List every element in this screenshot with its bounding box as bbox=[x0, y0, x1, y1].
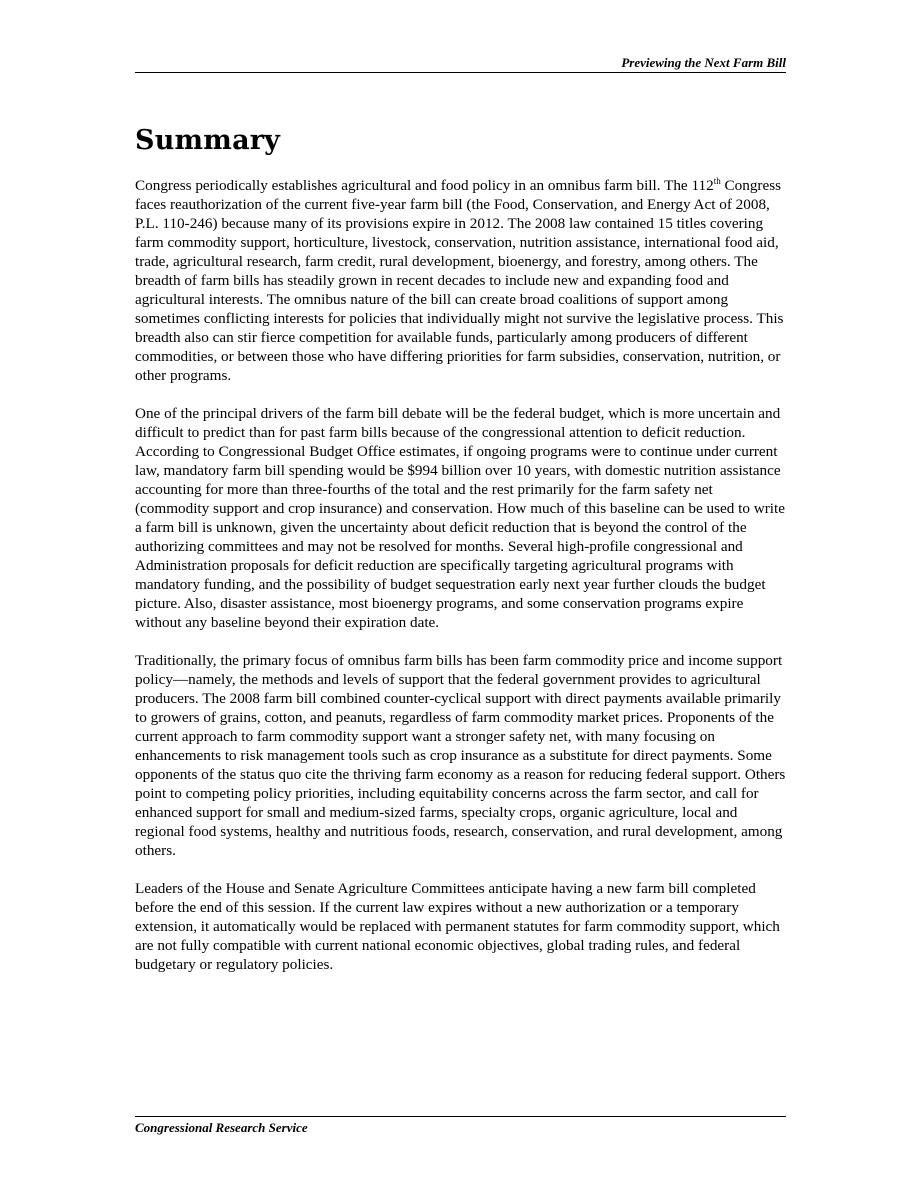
paragraph-1 bbox=[135, 176, 787, 385]
footer-publisher: Congressional Research Service bbox=[135, 1120, 308, 1135]
paragraph-4: Leaders of the House and Senate Agriculture Committees anticipate having a new farm bill completed before the end of this session. If the current law expires without a new authorization or a temporary extension, it automatically would be replaced with permanent statutes for farm commodity support, which are not fully compatible with current national economic objectives, global trading rules, and federal budgetary or regulatory policies. bbox=[135, 880, 780, 973]
paragraph-2: One of the principal drivers of the farm bill debate will be the federal budget, which is more uncertain and difficult to predict than for past farm bills because of the congressional attention to deficit reduction. According to Congressional Budget Office estimates, if ongoing programs were to continue under current law, mandatory farm bill spending would be $994 billion over 10 years, with domestic nutrition assistance accounting for more than three-fourths of the total and the rest primarily for the farm safety net (commodity support and crop insurance) and conservation. How much of this baseline can be used to write a farm bill is unknown, given the uncertainty about deficit reduction that is beyond the control of the authorizing committees and may not be resolved for months. Several high-profile congressional and Administration proposals for deficit reduction are specifically targeting agricultural programs with mandatory funding, and the possibility of budget sequestration early next year further clouds the budget picture. Also, disaster assistance, most bioenergy programs, and some conservation programs expire without any baseline beyond their expiration date. bbox=[135, 405, 785, 631]
ordinal-suffix: th bbox=[713, 176, 721, 186]
header-divider bbox=[135, 72, 786, 73]
paragraph-3: Traditionally, the primary focus of omnibus farm bills has been farm commodity price and income support policy—namely, the methods and levels of support that the federal government provides to agricultural producers. The 2008 farm bill combined counter-cyclical support with direct payments available primarily to growers of grains, cotton, and peanuts, regardless of farm commodity market prices. Proponents of the current approach to farm commodity support want a stronger safety net, with many focusing on enhancements to risk management tools such as crop insurance as a substitute for direct payments. Some opponents of the status quo cite the thriving farm economy as a reason for reducing federal support. Others point to competing policy priorities, including equitability concerns across the farm sector, and call for enhanced support for small and medium-sized farms, specialty crops, organic agriculture, local and regional food systems, healthy and nutritious foods, research, conservation, and rural development, among others. bbox=[135, 652, 786, 859]
running-header: Previewing the Next Farm Bill bbox=[621, 55, 786, 70]
footer-divider bbox=[135, 1116, 786, 1117]
summary-body bbox=[135, 176, 787, 993]
page-title: Summary bbox=[135, 125, 281, 156]
paragraph-1-text-end: Congress faces reauthorization of the current five-year farm bill (the Food, Conservation, and Energy Act of 2008, P.L. 110-246) because many of its provisions expire in 2012. The 2008 law contained 15 titles covering farm commodity support, horticulture, livestock, conservation, nutrition assistance, international food aid, trade, agricultural research, farm credit, rural development, bioenergy, and forestry, among others. The breadth of farm bills has steadily grown in recent decades to include new and expanding food and agricultural interests. The omnibus nature of the bill can create broad coalitions of support among sometimes conflicting interests for policies that individually might not survive the legislative process. This breadth also can stir fierce competition for available funds, particularly among producers of different commodities, or between those who have differing priorities for farm subsidies, conservation, nutrition, or other programs. bbox=[135, 177, 784, 384]
paragraph-1-text-start: Congress periodically establishes agricultural and food policy in an omnibus farm bill. The 112 bbox=[135, 177, 714, 194]
